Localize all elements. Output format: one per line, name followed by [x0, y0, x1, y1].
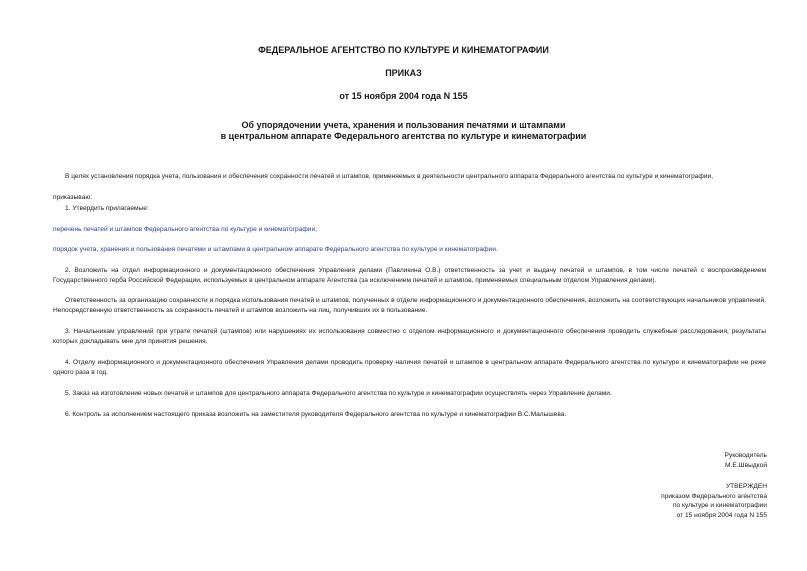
signature-position: Руководитель	[724, 452, 767, 459]
item-3: 3. Начальникам управлений при утрате печатей (штампов) или нарушениях их использования совместно с отделом информационного и документационного обеспечения проводить служебные расследования, результаты которых докладывать мне для принятия решения.	[53, 328, 766, 345]
doc-date-number: от 15 ноября 2004 года N 155	[339, 91, 468, 101]
approval-line3: от 15 ноября 2004 года N 155	[676, 511, 767, 519]
doc-title-line1: Об упорядочении учета, хранения и пользования печатями и штампами	[241, 120, 566, 130]
link-seals-procedure[interactable]: порядок учета, хранения и пользования печатями и штампами в центральном аппарате Федерального агентства по культуре и кинематографии.	[53, 246, 498, 253]
approval-line1: приказом Федерального агентства	[661, 492, 767, 500]
doc-title-line2: в центральном аппарате Федерального агентства по культуре и кинематографии	[220, 131, 587, 141]
item-4: 4. Отделу информационного и документационного обеспечения Управления делами проводить проверку наличия печатей и штампов в центральном аппарате Федерального агентства по культуре и кинематографии не реже одного раза в год.	[53, 359, 766, 376]
signature-name: М.Е.Швыдкой	[725, 461, 767, 469]
item-1: 1. Утвердить прилагаемые:	[65, 205, 149, 212]
approval-block	[661, 482, 767, 520]
approval-title: УТВЕРЖДЕН	[725, 483, 767, 490]
link-seals-list[interactable]: перечень печатей и штампов Федерального агентства по культуре и кинематографии;	[53, 226, 318, 233]
order-word: приказываю:	[53, 194, 93, 201]
item-2b: Ответственность за организацию сохранности и порядка использования печатей и штампов, полученных в отделе информационного и документационного обеспечения, возложить на соответствующих начальников управлений. Непосредственную ответственность за сохранность печатей и штампов возложить на лиц, получивших их в пользование.	[53, 297, 766, 314]
approval-line2: по культуре и кинематографии	[672, 502, 767, 509]
item-2: 2. Возложить на отдел информационного и документационного обеспечения Управления делами (Павликина О.В.) ответственность за учет и выдачу печатей и штампов, в том числе печатей с воспроизведением Государственного герба Российской Федерации, используемых в центральном аппарате Агентства (за исключением печатей и штампов, применяемых специальным отделом Управления делами).	[53, 267, 766, 284]
intro-paragraph: В целях установления порядка учета, пользования и обеспечения сохранности печатей и штампов, применяемых в деятельности центрального аппарата Федерального агентства по культуре и кинематографии,	[65, 173, 714, 180]
agency-name: ФЕДЕРАЛЬНОЕ АГЕНТСТВО ПО КУЛЬТУРЕ И КИНЕМАТОГРАФИИ	[258, 45, 549, 55]
doc-type: ПРИКАЗ	[385, 68, 422, 78]
signature-block	[725, 451, 767, 470]
item-5: 5. Заказ на изготовление новых печатей и штампов для центрального аппарата Федерального агентства по культуре и кинематографии осуществлять через Управление делами.	[65, 390, 612, 397]
item-6: 6. Контроль за исполнением настоящего приказа возложить на заместителя руководителя Федерального агентства по культуре и кинематографии В.С.Малышева.	[65, 411, 567, 418]
